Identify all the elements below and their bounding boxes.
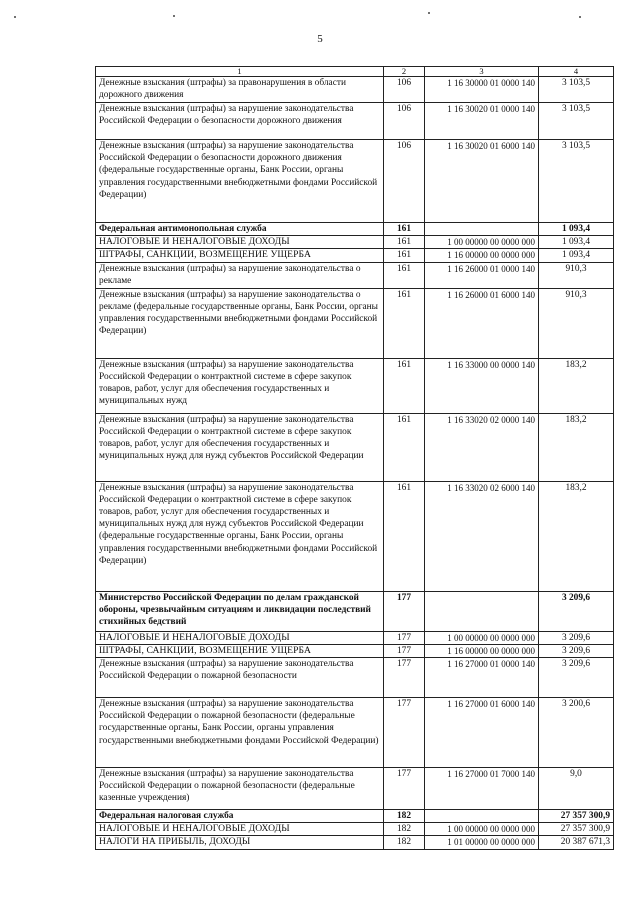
row-name-cell: НАЛОГОВЫЕ И НЕНАЛОГОВЫЕ ДОХОДЫ xyxy=(96,823,384,836)
row-code-cell: 177 xyxy=(384,631,425,644)
row-kbk-cell: 1 01 00000 00 0000 000 xyxy=(425,836,539,849)
row-name-cell: Денежные взыскания (штрафы) за нарушение законодательства Российской Федерации о контрактной системе в сфере закупок товаров, работ, услуг для обеспечения государственных и муниципальных нужд для нужд субъектов Российской Федерации xyxy=(96,413,384,481)
row-amount-cell: 910,3 xyxy=(539,262,614,288)
row-amount-cell: 1 093,4 xyxy=(539,223,614,236)
row-code-cell: 161 xyxy=(384,262,425,288)
row-kbk-cell: 1 16 27000 01 6000 140 xyxy=(425,698,539,768)
row-kbk-cell: 1 16 27000 01 7000 140 xyxy=(425,768,539,810)
column-header: 4 xyxy=(539,67,614,77)
row-name-cell: Федеральная антимонопольная служба xyxy=(96,223,384,236)
table-row xyxy=(96,236,614,249)
row-name-cell: НАЛОГОВЫЕ И НЕНАЛОГОВЫЕ ДОХОДЫ xyxy=(96,236,384,249)
row-amount-cell: 3 200,6 xyxy=(539,698,614,768)
table-row xyxy=(96,768,614,810)
table-row xyxy=(96,810,614,823)
row-amount-cell: 3 209,6 xyxy=(539,631,614,644)
row-kbk-cell: 1 00 00000 00 0000 000 xyxy=(425,631,539,644)
row-code-cell: 161 xyxy=(384,223,425,236)
row-kbk-cell: 1 00 00000 00 0000 000 xyxy=(425,823,539,836)
row-code-cell: 177 xyxy=(384,658,425,698)
row-code-cell: 177 xyxy=(384,591,425,631)
row-kbk-cell: 1 16 00000 00 0000 000 xyxy=(425,644,539,657)
row-kbk-cell xyxy=(425,591,539,631)
table-row xyxy=(96,288,614,358)
table-row xyxy=(96,262,614,288)
row-name-cell: Министерство Российской Федерации по делам гражданской обороны, чрезвычайным ситуациям и ликвидации последствий стихийных бедствий xyxy=(96,591,384,631)
row-code-cell: 177 xyxy=(384,768,425,810)
row-kbk-cell xyxy=(425,223,539,236)
row-name-cell: НАЛОГОВЫЕ И НЕНАЛОГОВЫЕ ДОХОДЫ xyxy=(96,631,384,644)
row-name-cell: Денежные взыскания (штрафы) за нарушение законодательства о рекламе xyxy=(96,262,384,288)
row-amount-cell: 3 209,6 xyxy=(539,658,614,698)
table-row xyxy=(96,644,614,657)
table-row xyxy=(96,249,614,262)
row-kbk-cell: 1 16 30020 01 0000 140 xyxy=(425,103,539,140)
row-amount-cell: 183,2 xyxy=(539,481,614,591)
column-header: 2 xyxy=(384,67,425,77)
row-code-cell: 161 xyxy=(384,481,425,591)
row-name-cell: Денежные взыскания (штрафы) за нарушение законодательства Российской Федерации о пожарной безопасности xyxy=(96,658,384,698)
row-name-cell: Денежные взыскания (штрафы) за нарушение законодательства Российской Федерации о пожарной безопасности (федеральные государственные органы, Банк России, органы управления государственными внебюджетными фондами Российской Федерации) xyxy=(96,698,384,768)
row-amount-cell: 910,3 xyxy=(539,288,614,358)
column-header: 1 xyxy=(96,67,384,77)
row-name-cell: Денежные взыскания (штрафы) за нарушение законодательства Российской Федерации о безопасности дорожного движения xyxy=(96,103,384,140)
row-code-cell: 161 xyxy=(384,358,425,413)
revenue-table xyxy=(95,66,614,850)
row-amount-cell: 3 209,6 xyxy=(539,591,614,631)
scan-speck xyxy=(428,12,430,14)
row-name-cell: ШТРАФЫ, САНКЦИИ, ВОЗМЕЩЕНИЕ УЩЕРБА xyxy=(96,644,384,657)
row-kbk-cell: 1 16 27000 01 0000 140 xyxy=(425,658,539,698)
row-code-cell: 182 xyxy=(384,810,425,823)
row-amount-cell: 3 103,5 xyxy=(539,140,614,223)
row-name-cell: Денежные взыскания (штрафы) за правонарушения в области дорожного движения xyxy=(96,77,384,103)
column-header: 3 xyxy=(425,67,539,77)
row-amount-cell: 3 103,5 xyxy=(539,77,614,103)
row-amount-cell: 3 209,6 xyxy=(539,644,614,657)
page-number: 5 xyxy=(317,33,323,45)
row-amount-cell: 183,2 xyxy=(539,413,614,481)
table-row xyxy=(96,591,614,631)
row-kbk-cell: 1 16 26000 01 0000 140 xyxy=(425,262,539,288)
table-row xyxy=(96,358,614,413)
row-kbk-cell: 1 16 30000 01 0000 140 xyxy=(425,77,539,103)
row-amount-cell: 183,2 xyxy=(539,358,614,413)
table-row xyxy=(96,481,614,591)
row-code-cell: 161 xyxy=(384,236,425,249)
table-row xyxy=(96,836,614,849)
row-amount-cell: 20 387 671,3 xyxy=(539,836,614,849)
table-row xyxy=(96,103,614,140)
row-amount-cell: 27 357 300,9 xyxy=(539,823,614,836)
table-row xyxy=(96,698,614,768)
row-kbk-cell: 1 16 33020 02 6000 140 xyxy=(425,481,539,591)
row-code-cell: 177 xyxy=(384,698,425,768)
row-kbk-cell: 1 16 00000 00 0000 000 xyxy=(425,249,539,262)
table-row xyxy=(96,631,614,644)
row-code-cell: 106 xyxy=(384,140,425,223)
table-row xyxy=(96,77,614,103)
scan-speck xyxy=(14,16,16,18)
row-name-cell: Денежные взыскания (штрафы) за нарушение законодательства Российской Федерации о безопасности дорожного движения (федеральные государственные органы, Банк России, органы управления государственными внебюджетными фондами Российской Федерации) xyxy=(96,140,384,223)
row-kbk-cell: 1 16 33000 00 0000 140 xyxy=(425,358,539,413)
row-name-cell: Денежные взыскания (штрафы) за нарушение законодательства Российской Федерации о контрактной системе в сфере закупок товаров, работ, услуг для обеспечения государственных и муниципальных нужд для нужд субъектов Российской Федерации (федеральные государственные органы, Банк России, органы управления государственными внебюджетными фондами Российской Федерации) xyxy=(96,481,384,591)
table-row xyxy=(96,413,614,481)
row-name-cell: Денежные взыскания (штрафы) за нарушение законодательства о рекламе (федеральные государственные органы, Банк России, органы управления государственными внебюджетными фондами Российской Федерации) xyxy=(96,288,384,358)
row-name-cell: ШТРАФЫ, САНКЦИИ, ВОЗМЕЩЕНИЕ УЩЕРБА xyxy=(96,249,384,262)
row-amount-cell: 1 093,4 xyxy=(539,249,614,262)
row-code-cell: 177 xyxy=(384,644,425,657)
row-name-cell: Денежные взыскания (штрафы) за нарушение законодательства Российской Федерации о контрактной системе в сфере закупок товаров, работ, услуг для обеспечения государственных и муниципальных нужд xyxy=(96,358,384,413)
row-amount-cell: 3 103,5 xyxy=(539,103,614,140)
table-row xyxy=(96,823,614,836)
scan-speck xyxy=(579,16,581,18)
row-kbk-cell: 1 16 33020 02 0000 140 xyxy=(425,413,539,481)
row-name-cell: НАЛОГИ НА ПРИБЫЛЬ, ДОХОДЫ xyxy=(96,836,384,849)
row-kbk-cell: 1 00 00000 00 0000 000 xyxy=(425,236,539,249)
row-amount-cell: 9,0 xyxy=(539,768,614,810)
row-kbk-cell: 1 16 30020 01 6000 140 xyxy=(425,140,539,223)
row-name-cell: Федеральная налоговая служба xyxy=(96,810,384,823)
table-row xyxy=(96,223,614,236)
table-row xyxy=(96,658,614,698)
row-kbk-cell: 1 16 26000 01 6000 140 xyxy=(425,288,539,358)
row-code-cell: 182 xyxy=(384,823,425,836)
row-code-cell: 182 xyxy=(384,836,425,849)
row-code-cell: 161 xyxy=(384,288,425,358)
row-kbk-cell xyxy=(425,810,539,823)
row-code-cell: 161 xyxy=(384,413,425,481)
row-code-cell: 106 xyxy=(384,103,425,140)
row-name-cell: Денежные взыскания (штрафы) за нарушение законодательства Российской Федерации о пожарной безопасности (федеральные казенные учреждения) xyxy=(96,768,384,810)
scan-speck xyxy=(173,15,175,17)
row-amount-cell: 27 357 300,9 xyxy=(539,810,614,823)
row-code-cell: 106 xyxy=(384,77,425,103)
row-amount-cell: 1 093,4 xyxy=(539,236,614,249)
table-header-row xyxy=(96,67,614,77)
table-row xyxy=(96,140,614,223)
row-code-cell: 161 xyxy=(384,249,425,262)
